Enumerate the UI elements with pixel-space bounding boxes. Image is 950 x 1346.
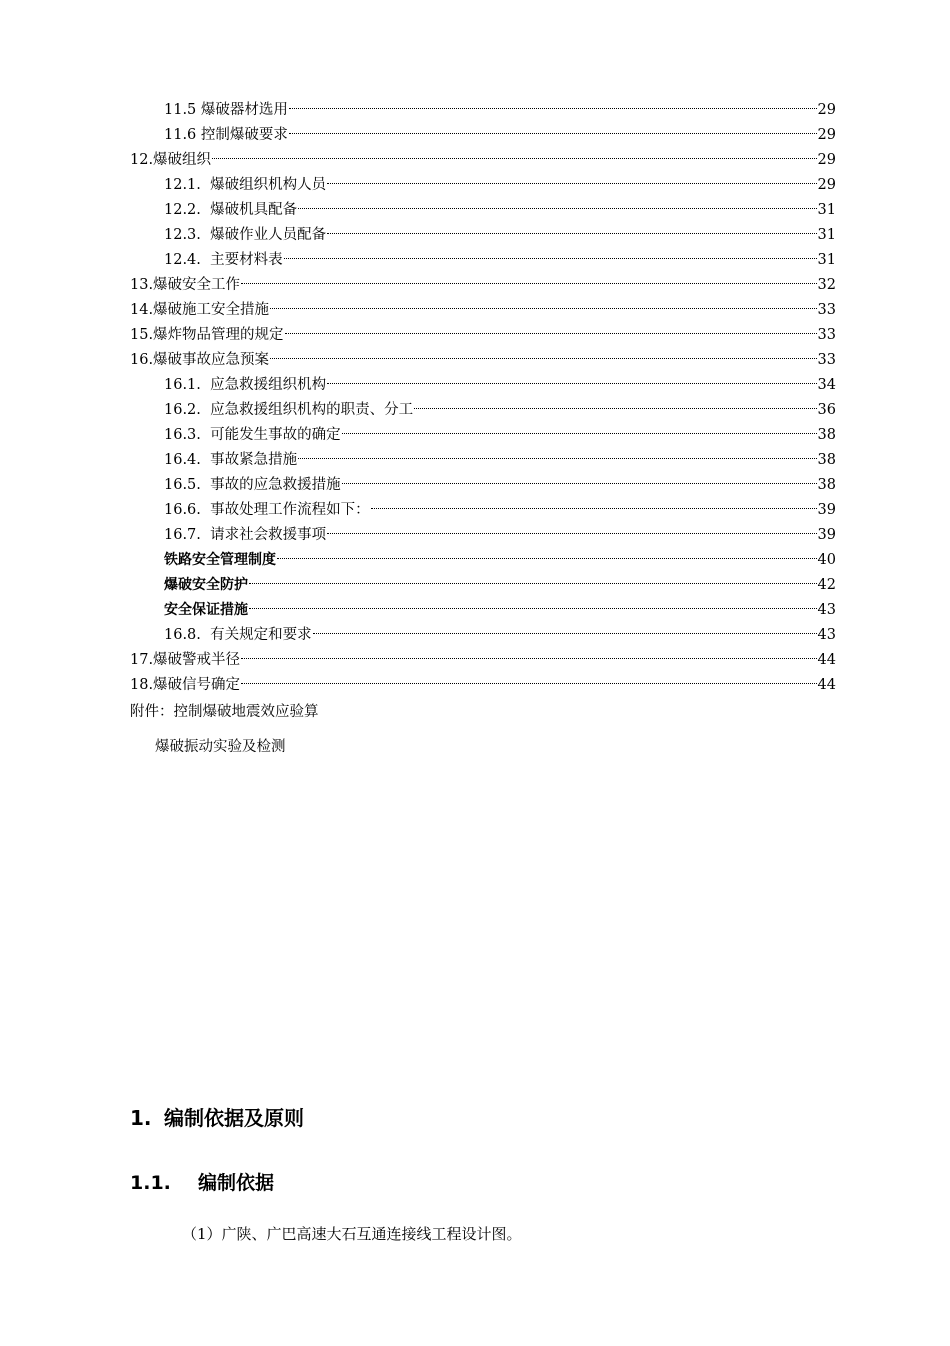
toc-entry-title: 爆破安全防护: [164, 577, 248, 593]
appendix-line: 附件：控制爆破地震效应验算: [130, 704, 319, 720]
toc-page-number: 38: [817, 477, 836, 493]
toc-entry[interactable]: [130, 223, 836, 248]
toc-page-number: 29: [817, 127, 836, 143]
toc-entry-title: 17.爆破警戒半径: [130, 652, 241, 668]
toc-entry-title: 16.3. 可能发生事故的确定: [164, 427, 341, 443]
toc-entry-title: 12.4. 主要材料表: [164, 252, 283, 268]
toc-entry-title: 11.6 控制爆破要求: [164, 127, 288, 143]
toc-page-number: 44: [817, 677, 836, 693]
toc-page-number: 43: [817, 602, 836, 618]
toc-dot-leader: [342, 483, 817, 484]
toc-entry-title: 14.爆破施工安全措施: [130, 302, 270, 318]
toc-dot-leader: [270, 358, 816, 359]
toc-entry[interactable]: [130, 373, 836, 398]
toc-entry[interactable]: [130, 148, 836, 173]
toc-page-number: 42: [817, 577, 836, 593]
toc-dot-leader: [414, 408, 816, 409]
toc-entry[interactable]: [130, 273, 836, 298]
toc-entry[interactable]: [130, 573, 836, 598]
toc-dot-leader: [327, 383, 816, 384]
toc-dot-leader: [249, 608, 817, 609]
toc-entry[interactable]: [130, 323, 836, 348]
toc-entry[interactable]: [130, 123, 836, 148]
table-of-contents: [130, 98, 836, 698]
subsection-number: 1.1.: [130, 1172, 171, 1194]
toc-entry-title: 16.4. 事故紧急措施: [164, 452, 298, 468]
toc-page-number: 29: [817, 152, 836, 168]
toc-page-number: 38: [817, 452, 836, 468]
toc-entry[interactable]: [130, 98, 836, 123]
toc-entry-title: 16.6. 事故处理工作流程如下：: [164, 502, 370, 518]
toc-dot-leader: [249, 583, 817, 584]
toc-entry-title: 16.1. 应急救援组织机构: [164, 377, 327, 393]
toc-page-number: 39: [817, 527, 836, 543]
toc-entry-title: 12.1. 爆破组织机构人员: [164, 177, 327, 193]
toc-entry[interactable]: [130, 673, 836, 698]
toc-page-number: 36: [817, 402, 836, 418]
toc-dot-leader: [327, 533, 816, 534]
toc-dot-leader: [289, 133, 817, 134]
toc-entry-title: 12.3. 爆破作业人员配备: [164, 227, 327, 243]
toc-dot-leader: [298, 458, 816, 459]
section-number: 1.: [130, 1106, 152, 1130]
toc-entry[interactable]: [130, 173, 836, 198]
toc-entry[interactable]: [130, 623, 836, 648]
toc-entry[interactable]: [130, 598, 836, 623]
toc-entry-title: 18.爆破信号确定: [130, 677, 241, 693]
toc-entry-title: 16.7. 请求社会救援事项: [164, 527, 327, 543]
toc-entry[interactable]: [130, 248, 836, 273]
toc-entry-title: 16.爆破事故应急预案: [130, 352, 270, 368]
toc-dot-leader: [277, 558, 817, 559]
toc-entry[interactable]: [130, 298, 836, 323]
toc-page-number: 32: [817, 277, 836, 293]
toc-dot-leader: [284, 258, 817, 259]
toc-page-number: 29: [817, 102, 836, 118]
toc-entry[interactable]: [130, 548, 836, 573]
section-heading-1: [130, 1102, 304, 1134]
appendix-sub-line: 爆破振动实验及检测: [155, 739, 286, 755]
toc-dot-leader: [241, 658, 816, 659]
toc-entry-title: 12.2. 爆破机具配备: [164, 202, 298, 218]
toc-page-number: 33: [817, 327, 836, 343]
toc-entry-title: 13.爆破安全工作: [130, 277, 241, 293]
toc-entry[interactable]: [130, 398, 836, 423]
toc-page-number: 34: [817, 377, 836, 393]
toc-dot-leader: [313, 633, 817, 634]
toc-dot-leader: [212, 158, 816, 159]
toc-entry-title: 16.5. 事故的应急救援措施: [164, 477, 341, 493]
toc-entry-title: 11.5 爆破器材选用: [164, 102, 288, 118]
toc-page-number: 33: [817, 352, 836, 368]
toc-entry-title: 安全保证措施: [164, 602, 248, 618]
toc-entry[interactable]: [130, 423, 836, 448]
toc-entry-title: 12.爆破组织: [130, 152, 212, 168]
toc-dot-leader: [342, 433, 817, 434]
toc-entry[interactable]: [130, 473, 836, 498]
toc-dot-leader: [289, 108, 817, 109]
toc-page-number: 29: [817, 177, 836, 193]
toc-page-number: 39: [817, 502, 836, 518]
body-paragraph: （1）广陕、广巴高速大石互通连接线工程设计图。: [182, 1225, 522, 1243]
section-heading-1-1: [130, 1167, 274, 1199]
toc-entry-title: 16.2. 应急救援组织机构的职责、分工: [164, 402, 414, 418]
toc-dot-leader: [327, 183, 816, 184]
subsection-title: 编制依据: [198, 1172, 275, 1194]
toc-page-number: 33: [817, 302, 836, 318]
toc-page-number: 43: [817, 627, 836, 643]
toc-entry-title: 15.爆炸物品管理的规定: [130, 327, 284, 343]
toc-entry[interactable]: [130, 498, 836, 523]
toc-entry[interactable]: [130, 523, 836, 548]
toc-dot-leader: [270, 308, 816, 309]
toc-dot-leader: [241, 683, 816, 684]
toc-entry-title: 16.8. 有关规定和要求: [164, 627, 312, 643]
toc-entry[interactable]: [130, 198, 836, 223]
toc-entry[interactable]: [130, 648, 836, 673]
toc-page-number: 31: [817, 252, 836, 268]
toc-entry[interactable]: [130, 448, 836, 473]
toc-page-number: 44: [817, 652, 836, 668]
toc-dot-leader: [285, 333, 817, 334]
toc-page-number: 31: [817, 227, 836, 243]
section-title: 编制依据及原则: [164, 1106, 304, 1130]
toc-dot-leader: [298, 208, 816, 209]
toc-entry[interactable]: [130, 348, 836, 373]
toc-dot-leader: [371, 508, 817, 509]
toc-entry-title: 铁路安全管理制度: [164, 552, 276, 568]
toc-dot-leader: [241, 283, 816, 284]
toc-dot-leader: [327, 233, 816, 234]
toc-page-number: 40: [817, 552, 836, 568]
toc-page-number: 38: [817, 427, 836, 443]
toc-page-number: 31: [817, 202, 836, 218]
